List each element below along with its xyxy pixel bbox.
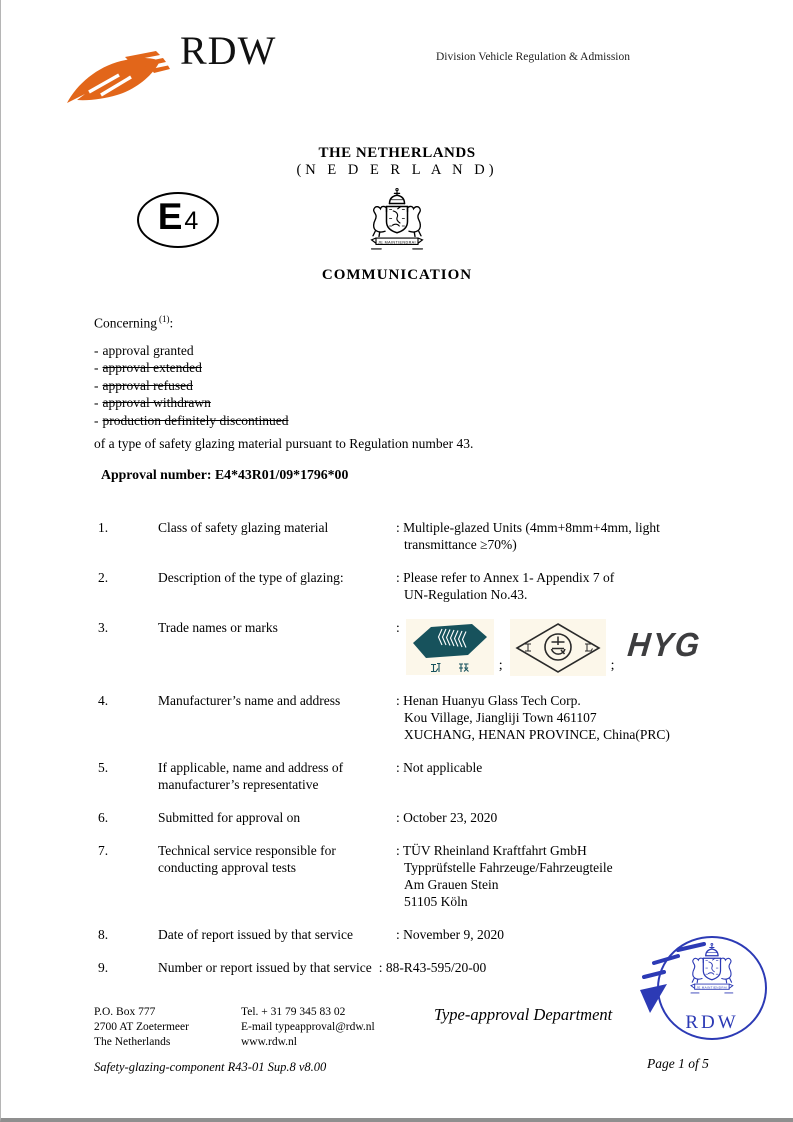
subject-line: of a type of safety glazing material pursuant to Regulation number 43. bbox=[94, 436, 474, 452]
item-number: 1. bbox=[98, 520, 109, 535]
separator: ; bbox=[498, 658, 503, 673]
item-number: 5. bbox=[98, 760, 109, 775]
dutch-coat-of-arms bbox=[352, 185, 442, 255]
document-reference: Safety-glazing-component R43-01 Sup.8 v8.00 bbox=[94, 1060, 327, 1074]
item-value: : Not applicable bbox=[396, 760, 483, 775]
stamp-speed-dashes bbox=[644, 944, 704, 977]
item-number: 3. bbox=[98, 620, 109, 635]
footer-contact: Tel. + 31 79 345 83 02 E-mail typeapproval@rdw.nl www.rdw.nl bbox=[241, 1006, 375, 1048]
concerning-section bbox=[94, 314, 714, 483]
option-production-discontinued: - production definitely discontinued bbox=[94, 412, 289, 428]
division-title: Division Vehicle Regulation & Admission bbox=[436, 51, 631, 63]
item-label: Technical service responsible for conducting approval tests bbox=[158, 843, 336, 875]
trademark-logo-hexagon bbox=[406, 619, 494, 675]
item-label: Trade names or marks bbox=[158, 620, 278, 635]
chinese-character-glyph bbox=[458, 662, 469, 673]
item-label: Date of report issued by that service bbox=[158, 927, 353, 942]
item-row bbox=[98, 692, 746, 743]
trademark-logos: : ; ; HYG bbox=[396, 619, 746, 676]
stamp-rdw-text: RDW bbox=[685, 1012, 739, 1033]
item-row bbox=[98, 519, 746, 553]
stamp-motto: JE MAINTIENDRAI bbox=[696, 985, 728, 990]
footer-address: P.O. Box 777 2700 AT Zoetermeer The Netherlands bbox=[94, 1006, 189, 1048]
item-label: Class of safety glazing material bbox=[158, 520, 329, 535]
item-row bbox=[98, 842, 746, 910]
item-number: 8. bbox=[98, 927, 109, 942]
item-number: 2. bbox=[98, 570, 109, 585]
item-value: : Multiple-glazed Units (4mm+8mm+4mm, light transmittance ≥70%) bbox=[396, 520, 660, 552]
separator: ; bbox=[610, 658, 615, 673]
e-mark-letter: E bbox=[157, 196, 183, 237]
item-row-trademarks bbox=[98, 619, 746, 676]
item-value: : Please refer to Annex 1- Appendix 7 of UN-Regulation No.43. bbox=[396, 570, 615, 602]
chinese-characters bbox=[430, 662, 469, 673]
item-label: If applicable, name and address of manufacturer’s representative bbox=[158, 760, 344, 792]
items-table bbox=[98, 519, 746, 992]
footnote-ref: (1) bbox=[159, 314, 170, 324]
item-row bbox=[98, 759, 746, 793]
country-title-native: (N E D E R L A N D) bbox=[296, 162, 498, 178]
hexagon-glass-icon bbox=[411, 622, 489, 659]
department-title: Type-approval Department bbox=[434, 1005, 613, 1024]
option-approval-refused: - approval refused bbox=[94, 377, 193, 393]
item-value: : TÜV Rheinland Kraftfahrt GmbH Typprüfstelle Fahrzeuge/Fahrzeugteile Am Grauen Stein 51105 Köln bbox=[396, 843, 613, 909]
trademark-logo-hyg: HYG bbox=[625, 625, 703, 664]
item-number: 7. bbox=[98, 843, 109, 858]
trademark-logo-diamond bbox=[510, 619, 606, 676]
item-row bbox=[98, 569, 746, 603]
rdw-blue-stamp bbox=[634, 928, 786, 1048]
item-label: Number or report issued by that service bbox=[158, 960, 372, 975]
concerning-options bbox=[94, 342, 714, 430]
chinese-character-glyph bbox=[525, 644, 593, 651]
item-label: Description of the type of glazing: bbox=[158, 570, 344, 585]
item-value: : November 9, 2020 bbox=[396, 927, 504, 942]
chinese-character-glyph bbox=[430, 662, 441, 673]
option-approval-extended: - approval extended bbox=[94, 360, 202, 376]
communication-heading: COMMUNICATION bbox=[321, 267, 473, 283]
e4-approval-mark bbox=[137, 192, 219, 248]
item-number: 9. bbox=[98, 960, 109, 975]
concerning-heading: Concerning $^{(1)}$: bbox=[94, 314, 174, 331]
country-title: THE NETHERLANDS bbox=[318, 145, 476, 161]
rdw-wing-logo bbox=[61, 48, 173, 110]
page-number: Page 1 of 5 bbox=[647, 1056, 709, 1071]
item-value: : October 23, 2020 bbox=[396, 810, 498, 825]
item-value: : 88-R43-595/20-00 bbox=[378, 960, 487, 975]
e-mark-number: 4 bbox=[184, 207, 199, 235]
item-number: 6. bbox=[98, 810, 109, 825]
option-approval-withdrawn: - approval withdrawn bbox=[94, 395, 211, 411]
coat-of-arms-motto: JE MAINTIENDRAI bbox=[378, 240, 416, 245]
brand-title: RDW bbox=[180, 28, 277, 73]
item-row bbox=[98, 809, 746, 826]
item-number: 4. bbox=[98, 693, 109, 708]
option-approval-granted: - approval granted bbox=[94, 342, 194, 358]
diamond-seal-icon bbox=[515, 622, 601, 674]
item-label: Manufacturer’s name and address bbox=[158, 693, 341, 708]
item-label: Submitted for approval on bbox=[158, 810, 301, 825]
approval-number-line: Approval number: E4*43R01/09*1796*00 bbox=[101, 467, 349, 483]
item-value: : Henan Huanyu Glass Tech Corp. Kou Village, Jiangliji Town 461107 XUCHANG, HENAN PROVINCE, China(PRC) bbox=[396, 693, 670, 742]
